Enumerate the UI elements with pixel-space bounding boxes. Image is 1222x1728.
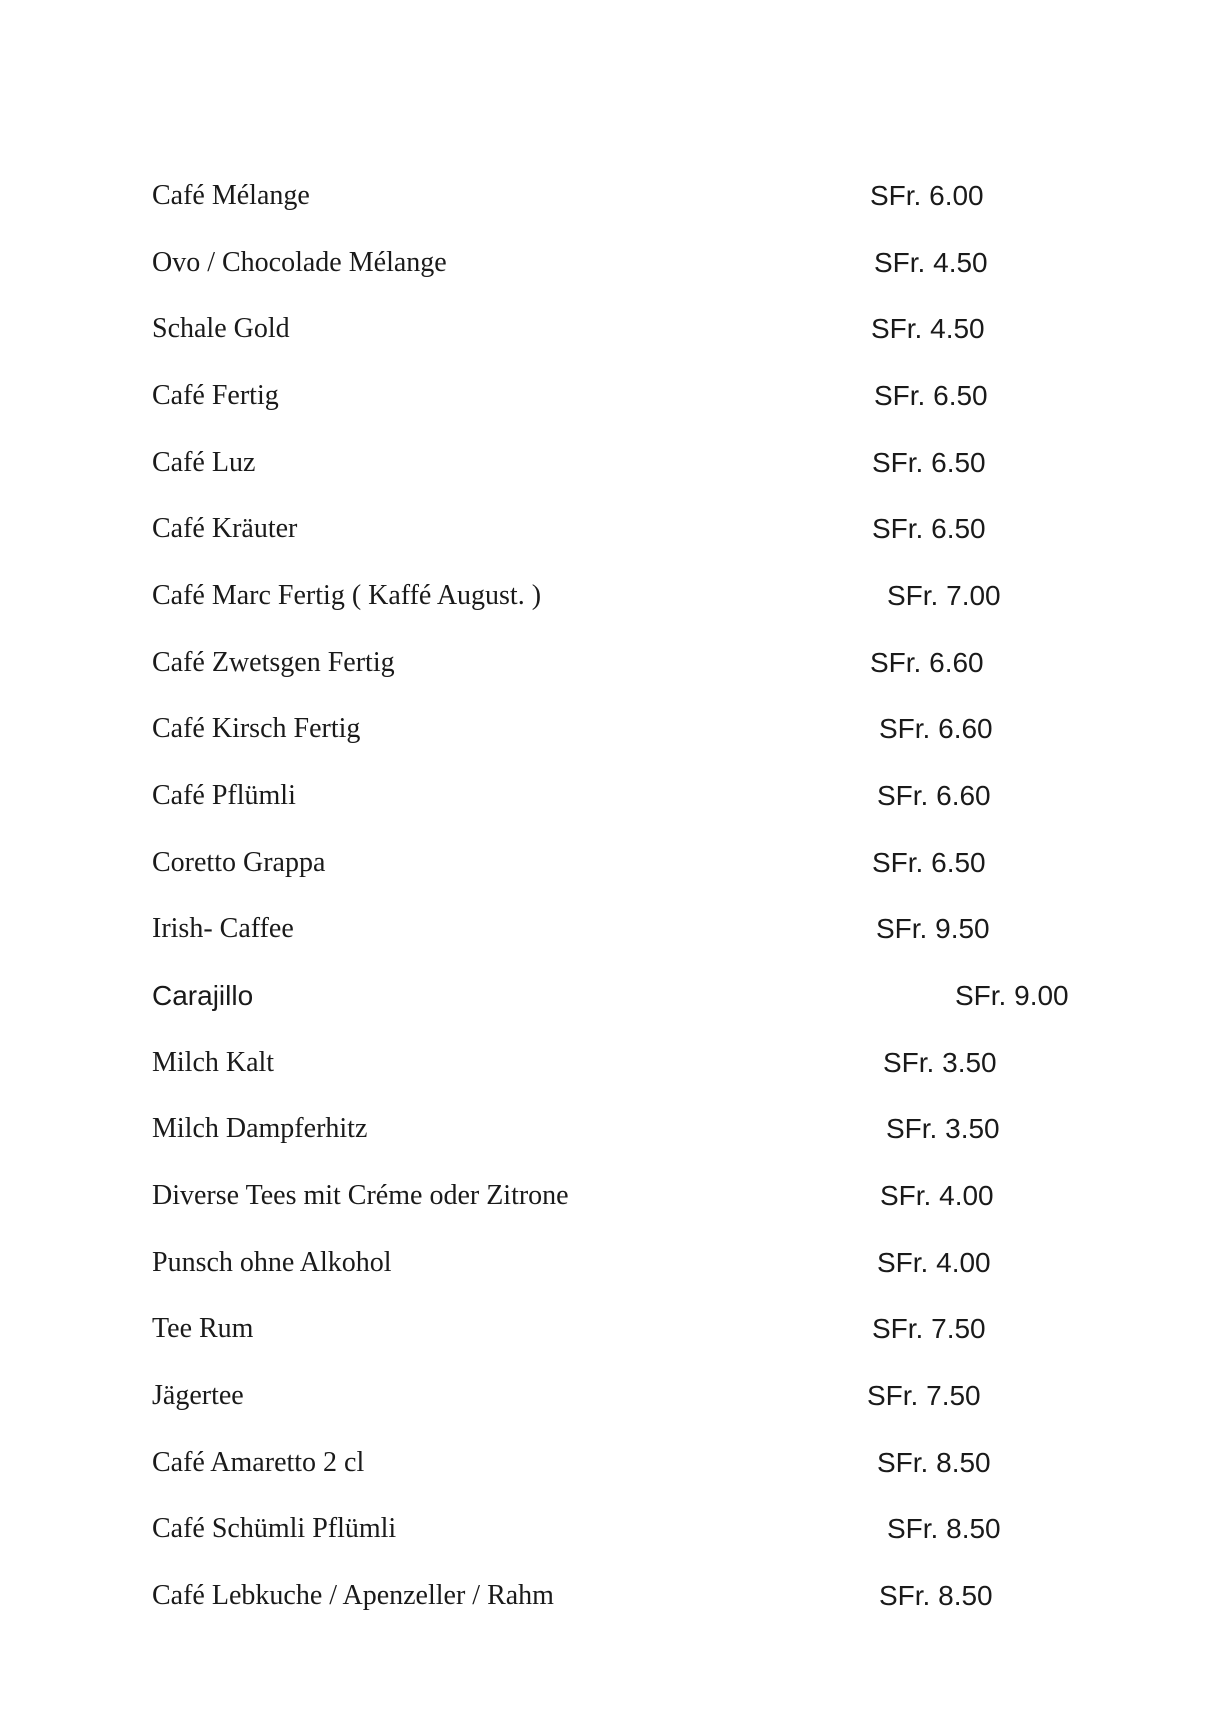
item-price: SFr. 6.60 xyxy=(879,713,993,744)
item-price: SFr. 3.50 xyxy=(886,1113,1000,1144)
item-price: SFr. 8.50 xyxy=(887,1513,1001,1544)
item-name: Ovo / Chocolade Mélange xyxy=(152,247,447,278)
item-name: Diverse Tees mit Créme oder Zitrone xyxy=(152,1180,569,1211)
item-price: SFr. 6.60 xyxy=(870,647,984,678)
item-price: SFr. 3.50 xyxy=(883,1047,997,1078)
item-price: SFr. 6.00 xyxy=(870,180,984,211)
item-name: Café Amaretto 2 cl xyxy=(152,1447,365,1478)
item-price: SFr. 4.50 xyxy=(874,247,988,278)
item-name: Carajillo xyxy=(152,980,254,1011)
item-price: SFr. 8.50 xyxy=(877,1447,991,1478)
item-price: SFr. 8.50 xyxy=(879,1580,993,1611)
item-name: Irish- Caffee xyxy=(152,913,294,944)
item-price: SFr. 7.50 xyxy=(867,1380,981,1411)
item-name: Punsch ohne Alkohol xyxy=(152,1247,392,1278)
item-price: SFr. 6.50 xyxy=(872,847,986,878)
item-name: Café Pflümli xyxy=(152,780,296,811)
item-price: SFr. 6.60 xyxy=(877,780,991,811)
item-price: SFr. 6.50 xyxy=(872,513,986,544)
item-name: Café Kräuter xyxy=(152,513,298,544)
item-name: Café Lebkuche / Apenzeller / Rahm xyxy=(152,1580,554,1611)
item-name: Coretto Grappa xyxy=(152,847,326,878)
item-name: Café Kirsch Fertig xyxy=(152,713,361,744)
item-name: Jägertee xyxy=(152,1380,244,1411)
item-name: Café Fertig xyxy=(152,380,279,411)
item-price: SFr. 6.50 xyxy=(874,380,988,411)
item-name: Café Marc Fertig ( Kaffé August. ) xyxy=(152,580,542,611)
item-price: SFr. 9.50 xyxy=(876,913,990,944)
item-price: SFr. 4.00 xyxy=(877,1247,991,1278)
item-price: SFr. 7.00 xyxy=(887,580,1001,611)
item-price: SFr. 4.50 xyxy=(871,313,985,344)
item-name: Café Schümli Pflümli xyxy=(152,1513,397,1544)
item-name: Milch Kalt xyxy=(152,1047,275,1078)
item-price: SFr. 9.00 xyxy=(955,980,1069,1011)
item-price: SFr. 7.50 xyxy=(872,1313,986,1344)
item-price: SFr. 4.00 xyxy=(880,1180,994,1211)
item-name: Café Zwetsgen Fertig xyxy=(152,647,395,678)
item-name: Café Luz xyxy=(152,447,256,478)
item-name: Milch Dampferhitz xyxy=(152,1113,368,1144)
item-name: Tee Rum xyxy=(152,1313,254,1344)
item-name: Schale Gold xyxy=(152,313,290,344)
item-name: Café Mélange xyxy=(152,180,310,211)
item-price: SFr. 6.50 xyxy=(872,447,986,478)
